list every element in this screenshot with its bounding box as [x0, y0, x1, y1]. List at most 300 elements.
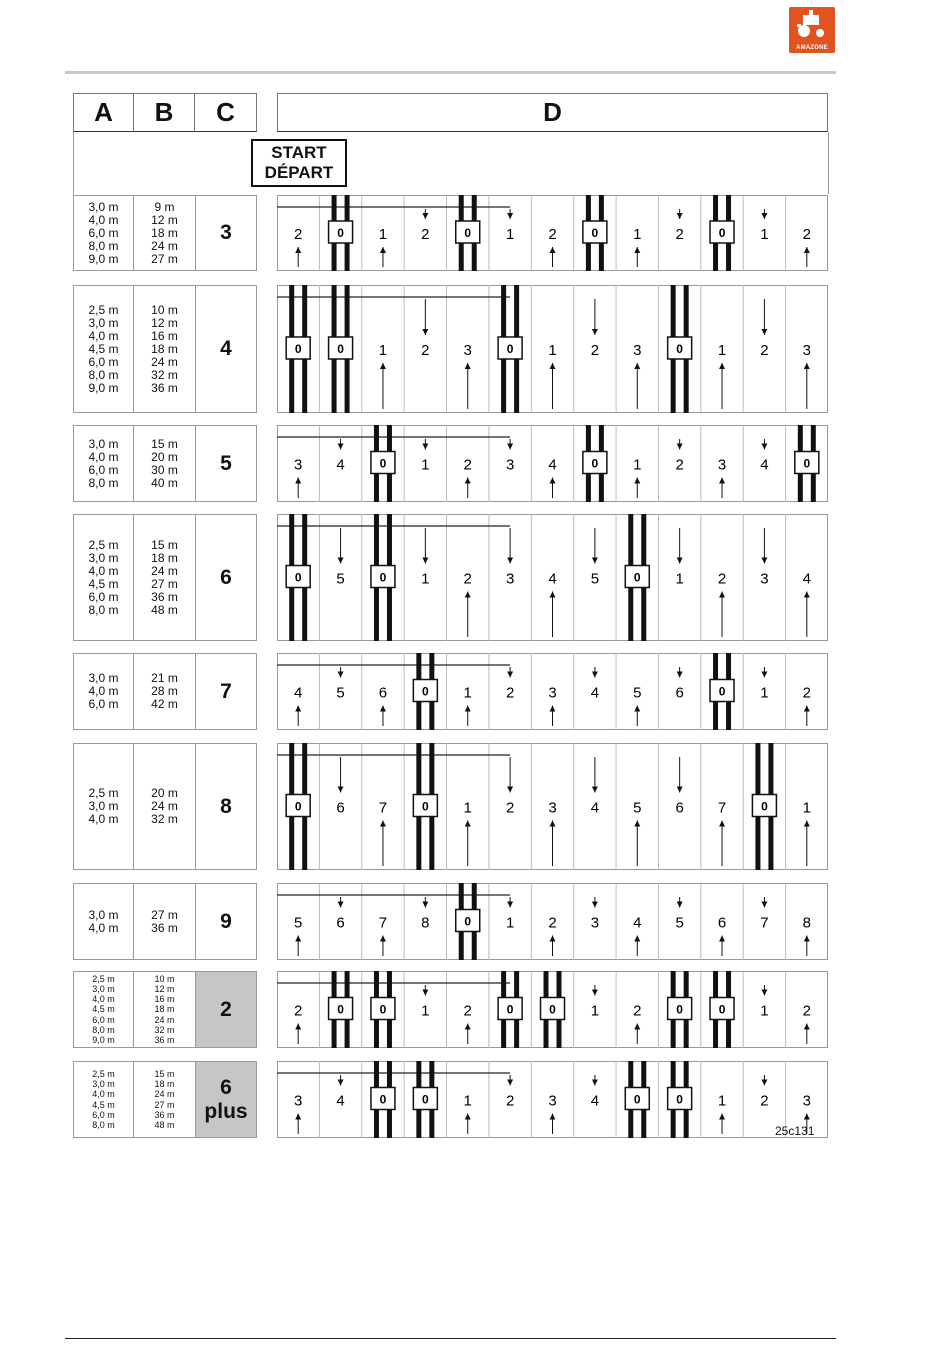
lane-number: 5 [336, 684, 345, 702]
tractor-counter: 0 [761, 799, 768, 814]
rhythm-cell [196, 195, 257, 271]
boom-width-value: 32 m [151, 367, 178, 382]
rhythm-cell [196, 514, 257, 641]
boom-width-value: 36 m [154, 1109, 175, 1120]
tramline-diagram [277, 971, 828, 1048]
amazone-tractor-icon [789, 7, 835, 45]
lane-number: 6 [336, 914, 345, 932]
rhythm-cell [196, 653, 257, 730]
working-width-list [73, 743, 134, 870]
lane-diagram [277, 195, 828, 271]
working-width-value: 4,5 m [92, 1004, 115, 1015]
lane-diagram [277, 653, 828, 730]
lane-number: 1 [760, 1002, 769, 1020]
boom-width-value: 10 m [151, 302, 178, 317]
lane-number: 7 [717, 799, 727, 817]
lane-diagram [277, 1061, 828, 1138]
working-width-value: 8,0 m [88, 238, 119, 253]
arrow-head [804, 1114, 810, 1120]
lane-number: 2 [548, 914, 557, 932]
arrow-head [550, 478, 556, 484]
tractor-counter: 0 [803, 456, 811, 471]
arrow-head [380, 821, 386, 827]
tractor-counter: 0 [464, 226, 472, 240]
arrow-head [761, 990, 767, 996]
table-row [73, 883, 828, 960]
tractor-counter: 0 [549, 1002, 556, 1017]
boom-width-value: 10 m [154, 973, 175, 984]
boom-width-value: 27 m [154, 1099, 175, 1110]
lane-number: 3 [294, 1092, 303, 1110]
rhythm-number: 6 [220, 565, 232, 589]
boom-width-value: 28 m [151, 684, 178, 698]
arrow-head [677, 444, 683, 450]
tractor-counter: 0 [422, 799, 429, 814]
working-width-value: 6,0 m [88, 225, 119, 240]
rhythm-number: 4 [220, 337, 232, 360]
working-width-list [73, 971, 134, 1048]
arrow-head [507, 558, 513, 564]
tractor-counter: 0 [633, 1092, 641, 1107]
arrow-head [804, 936, 810, 942]
arrow-head [338, 672, 344, 678]
arrow-head [719, 936, 725, 942]
arrow-head [507, 1080, 513, 1086]
lane-number: 6 [675, 799, 684, 817]
boom-width-value: 15 m [154, 1068, 175, 1079]
lane-number: 1 [760, 684, 769, 702]
working-width-value: 4,5 m [88, 341, 119, 356]
arrow-head [422, 444, 428, 450]
lane-number: 2 [802, 1002, 811, 1020]
working-width-value: 2,5 m [92, 1068, 115, 1079]
lane-number: 2 [633, 1002, 642, 1020]
rhythm-number: 2 [220, 997, 232, 1021]
arrow-head [338, 787, 344, 793]
lane-number: 1 [717, 1092, 727, 1110]
lane-number: 2 [760, 342, 769, 359]
lane-number: 4 [336, 456, 345, 474]
rhythm-cell [196, 971, 257, 1048]
tractor-counter: 0 [718, 684, 726, 699]
boom-width-value: 12 m [154, 983, 175, 994]
lane-number: 1 [463, 684, 472, 702]
lane-number: 2 [505, 1092, 515, 1110]
arrow-head [677, 672, 683, 678]
boom-width-list [134, 653, 196, 730]
rhythm-number: 6 [220, 1075, 232, 1099]
boom-width-list [134, 195, 196, 271]
boom-width-value: 18 m [154, 1004, 175, 1015]
working-width-value: 4,0 m [92, 1089, 115, 1100]
tractor-counter: 0 [294, 342, 302, 356]
arrow-head [634, 478, 640, 484]
lane-number: 2 [675, 226, 684, 243]
arrow-head [338, 444, 344, 450]
arrow-head [422, 990, 428, 996]
lane-number: 5 [294, 914, 303, 932]
table-row [73, 285, 828, 413]
lane-diagram [277, 971, 828, 1048]
boom-width-value: 24 m [154, 1014, 175, 1025]
boom-width-value: 9 m [154, 199, 175, 214]
lane-number: 6 [378, 684, 388, 702]
working-width-value: 2,5 m [88, 302, 119, 317]
tractor-counter: 0 [379, 456, 387, 471]
tractor-counter: 0 [506, 1002, 514, 1017]
tractor-counter: 0 [337, 226, 344, 240]
working-width-value: 3,0 m [88, 199, 119, 214]
arrow-head [761, 213, 767, 219]
arrow-head [804, 821, 810, 827]
table-row [73, 514, 828, 641]
arrow-head [295, 936, 301, 942]
boom-width-value: 36 m [151, 589, 178, 604]
lane-number: 1 [675, 570, 684, 588]
working-width-value: 6,0 m [88, 462, 119, 477]
rhythm-cell [196, 743, 257, 870]
arrow-head [634, 706, 640, 712]
boom-width-value: 27 m [151, 907, 178, 922]
boom-width-value: 12 m [151, 212, 178, 227]
lane-number: 6 [336, 799, 345, 817]
boom-width-value: 20 m [151, 449, 178, 464]
arrow-head [507, 213, 513, 219]
tractor-counter: 0 [294, 570, 302, 585]
arrow-head [550, 1114, 556, 1120]
arrow-head [592, 329, 598, 335]
working-width-value: 4,0 m [88, 212, 119, 227]
working-width-value: 4,0 m [92, 994, 115, 1005]
arrow-head [677, 787, 683, 793]
boom-width-value: 40 m [151, 475, 178, 490]
arrow-head [592, 787, 598, 793]
lane-number: 3 [802, 1092, 811, 1110]
arrow-head [592, 902, 598, 908]
working-width-list [73, 425, 134, 502]
arrow-head [592, 1080, 598, 1086]
lane-number: 3 [548, 684, 557, 702]
lane-number: 5 [633, 799, 642, 817]
lane-number: 7 [378, 799, 388, 817]
working-width-value: 4,0 m [88, 812, 119, 826]
lane-number: 5 [633, 684, 642, 702]
lane-number: 3 [633, 342, 642, 359]
boom-width-value: 36 m [151, 380, 178, 395]
arrow-head [761, 902, 767, 908]
working-width-value: 3,0 m [88, 671, 119, 685]
tramline-diagram [277, 1061, 828, 1138]
boom-width-value: 18 m [151, 225, 178, 240]
tractor-counter: 0 [591, 226, 599, 240]
lane-number: 6 [717, 914, 727, 932]
tractor-counter: 0 [718, 1002, 726, 1017]
arrow-head [804, 363, 810, 369]
working-width-value: 2,5 m [88, 537, 119, 552]
lane-number: 2 [548, 226, 557, 243]
arrow-head [295, 1024, 301, 1030]
lane-number: 2 [717, 570, 727, 588]
working-width-list [73, 514, 134, 641]
tractor-counter: 0 [506, 342, 514, 356]
tractor-counter: 0 [379, 1092, 387, 1107]
arrow-head [465, 592, 471, 598]
boom-width-value: 24 m [154, 1089, 175, 1100]
boom-width-list [134, 971, 196, 1048]
arrow-head [677, 902, 683, 908]
lane-number: 1 [421, 456, 430, 474]
arrow-head [550, 363, 556, 369]
lane-number: 4 [548, 456, 557, 474]
working-width-value: 8,0 m [92, 1024, 115, 1035]
lane-number: 4 [294, 684, 303, 702]
arrow-head [380, 363, 386, 369]
working-width-value: 4,0 m [88, 563, 119, 578]
rhythm-number: 7 [220, 679, 232, 703]
arrow-head [634, 821, 640, 827]
working-width-value: 4,0 m [88, 449, 119, 464]
lane-number: 1 [421, 570, 430, 588]
arrow-head [465, 821, 471, 827]
lane-number: 2 [802, 226, 811, 243]
arrow-head [295, 1114, 301, 1120]
lane-number: 2 [421, 226, 430, 243]
arrow-head [465, 1024, 471, 1030]
lane-number: 1 [505, 226, 515, 243]
working-width-value: 9,0 m [88, 251, 119, 266]
lane-number: 1 [802, 799, 811, 817]
arrow-head [550, 936, 556, 942]
arrow-head [465, 706, 471, 712]
boom-width-list [134, 514, 196, 641]
boom-width-value: 24 m [151, 354, 178, 369]
arrow-head [761, 558, 767, 564]
working-width-value: 8,0 m [88, 367, 119, 382]
boom-width-list [134, 425, 196, 502]
lane-number: 4 [590, 1092, 600, 1110]
arrow-head [507, 902, 513, 908]
tractor-counter: 0 [294, 799, 302, 814]
boom-width-value: 15 m [151, 537, 178, 552]
working-width-value: 3,0 m [88, 315, 119, 330]
arrow-head [761, 672, 767, 678]
arrow-head [677, 558, 683, 564]
arrow-head [338, 902, 344, 908]
working-width-list [73, 883, 134, 960]
arrow-head [465, 478, 471, 484]
boom-width-value: 42 m [151, 697, 178, 711]
arrow-head [295, 478, 301, 484]
tramline-diagram [277, 425, 828, 502]
rhythm-number: 3 [220, 221, 232, 244]
arrow-head [634, 363, 640, 369]
boom-width-value: 15 m [151, 436, 178, 451]
arrow-head [507, 672, 513, 678]
lane-number: 2 [294, 226, 303, 243]
tramline-diagram [277, 514, 828, 641]
arrow-head [761, 444, 767, 450]
lane-number: 1 [760, 226, 769, 243]
lane-number: 2 [463, 456, 472, 474]
tractor-counter: 0 [633, 570, 641, 585]
lane-number: 3 [548, 799, 557, 817]
table-row [73, 971, 828, 1048]
lane-number: 3 [548, 1092, 557, 1110]
working-width-value: 4,5 m [92, 1099, 115, 1110]
tractor-counter: 0 [676, 1002, 683, 1017]
boom-width-list [134, 883, 196, 960]
lane-number: 1 [717, 342, 727, 359]
lane-number: 1 [378, 342, 388, 359]
lane-number: 5 [675, 914, 684, 932]
boom-width-value: 32 m [151, 812, 178, 826]
arrow-head [380, 706, 386, 712]
lane-number: 8 [802, 914, 811, 932]
tractor-counter: 0 [379, 570, 387, 585]
rhythm-number: 9 [220, 909, 232, 933]
arrow-head [804, 592, 810, 598]
boom-width-list [134, 285, 196, 413]
arrow-head [592, 672, 598, 678]
working-width-value: 6,0 m [88, 354, 119, 369]
lane-number: 5 [590, 570, 600, 588]
start-row-left [73, 132, 258, 194]
lane-number: 4 [548, 570, 557, 588]
figure-code: 25c131 [775, 1124, 815, 1138]
logo-text: AMAZONE [796, 45, 828, 51]
arrow-head [550, 247, 556, 253]
arrow-head [465, 1114, 471, 1120]
lane-number: 1 [505, 914, 515, 932]
working-width-value: 3,0 m [88, 799, 119, 813]
arrow-head [550, 592, 556, 598]
lane-number: 1 [421, 1002, 430, 1020]
working-width-value: 6,0 m [92, 1014, 115, 1025]
arrow-head [719, 363, 725, 369]
boom-width-value: 24 m [151, 799, 178, 813]
arrow-head [719, 1114, 725, 1120]
start-sign [251, 139, 347, 187]
arrow-head [592, 990, 598, 996]
working-width-list [73, 285, 134, 413]
working-width-value: 4,0 m [88, 328, 119, 343]
working-width-value: 8,0 m [92, 1119, 115, 1130]
boom-width-value: 48 m [151, 602, 178, 617]
tramline-diagram [277, 285, 828, 413]
working-width-list [73, 195, 134, 271]
boom-width-list [134, 743, 196, 870]
arrow-head [761, 329, 767, 335]
arrow-head [804, 1024, 810, 1030]
arrow-head [338, 1080, 344, 1086]
tractor-counter: 0 [422, 684, 429, 699]
working-width-value: 4,0 m [88, 920, 119, 935]
lane-number: 8 [421, 914, 430, 932]
arrow-head [295, 247, 301, 253]
arrow-head [677, 213, 683, 219]
arrow-head [719, 592, 725, 598]
arrow-head [550, 821, 556, 827]
lane-number: 3 [505, 456, 515, 474]
column-header-d: D [277, 93, 828, 132]
arrow-head [550, 706, 556, 712]
boom-width-value: 12 m [151, 315, 178, 330]
lane-number: 3 [717, 456, 727, 474]
arrow-head [380, 936, 386, 942]
boom-width-value: 30 m [151, 462, 178, 477]
working-width-value: 8,0 m [88, 475, 119, 490]
working-width-value: 6,0 m [92, 1109, 115, 1120]
column-header-a: A [73, 93, 134, 132]
arrow-head [761, 1080, 767, 1086]
boom-width-value: 21 m [151, 671, 178, 685]
table-row [73, 1061, 828, 1138]
working-width-value: 8,0 m [88, 602, 119, 617]
column-header-c: C [194, 93, 257, 132]
rhythm-cell [196, 1061, 257, 1138]
lane-number: 2 [294, 1002, 303, 1020]
boom-width-value: 24 m [151, 238, 178, 253]
arrow-head [719, 821, 725, 827]
arrow-head [380, 247, 386, 253]
arrow-head [634, 1024, 640, 1030]
arrow-head [422, 213, 428, 219]
lane-number: 2 [463, 1002, 472, 1020]
lane-number: 7 [760, 914, 769, 932]
lane-number: 2 [505, 799, 515, 817]
lane-diagram [277, 425, 828, 502]
tractor-counter: 0 [676, 342, 683, 356]
tractor-counter: 0 [337, 342, 344, 356]
boom-width-value: 32 m [154, 1024, 175, 1035]
lane-number: 4 [760, 456, 769, 474]
lane-number: 4 [802, 570, 811, 588]
amazone-logo [789, 7, 835, 53]
column-header-b: B [133, 93, 195, 132]
working-width-value: 2,5 m [92, 973, 115, 984]
tractor-counter: 0 [718, 226, 726, 240]
working-width-list [73, 653, 134, 730]
boom-width-list [134, 1061, 196, 1138]
arrow-head [634, 936, 640, 942]
lane-number: 3 [760, 570, 769, 588]
table-row [73, 743, 828, 870]
boom-width-value: 18 m [151, 550, 178, 565]
lane-number: 2 [421, 342, 430, 359]
arrow-head [338, 558, 344, 564]
working-width-value: 3,0 m [92, 1079, 115, 1090]
table-row [73, 653, 828, 730]
arrow-head [507, 787, 513, 793]
arrow-head [592, 558, 598, 564]
rhythm-cell [196, 883, 257, 960]
arrow-head [634, 247, 640, 253]
start-row-right [277, 132, 829, 194]
tractor-counter: 0 [676, 1092, 683, 1107]
tractor-counter: 0 [464, 914, 472, 929]
lane-number: 2 [590, 342, 600, 359]
lane-number: 4 [633, 914, 642, 932]
lane-number: 4 [590, 684, 600, 702]
lane-number: 3 [802, 342, 811, 359]
lane-diagram [277, 285, 828, 413]
tramline-diagram [277, 195, 828, 271]
boom-width-value: 18 m [151, 341, 178, 356]
rhythm-cell [196, 285, 257, 413]
lane-number: 5 [336, 570, 345, 588]
lane-number: 2 [505, 684, 515, 702]
boom-width-value: 36 m [154, 1035, 175, 1045]
